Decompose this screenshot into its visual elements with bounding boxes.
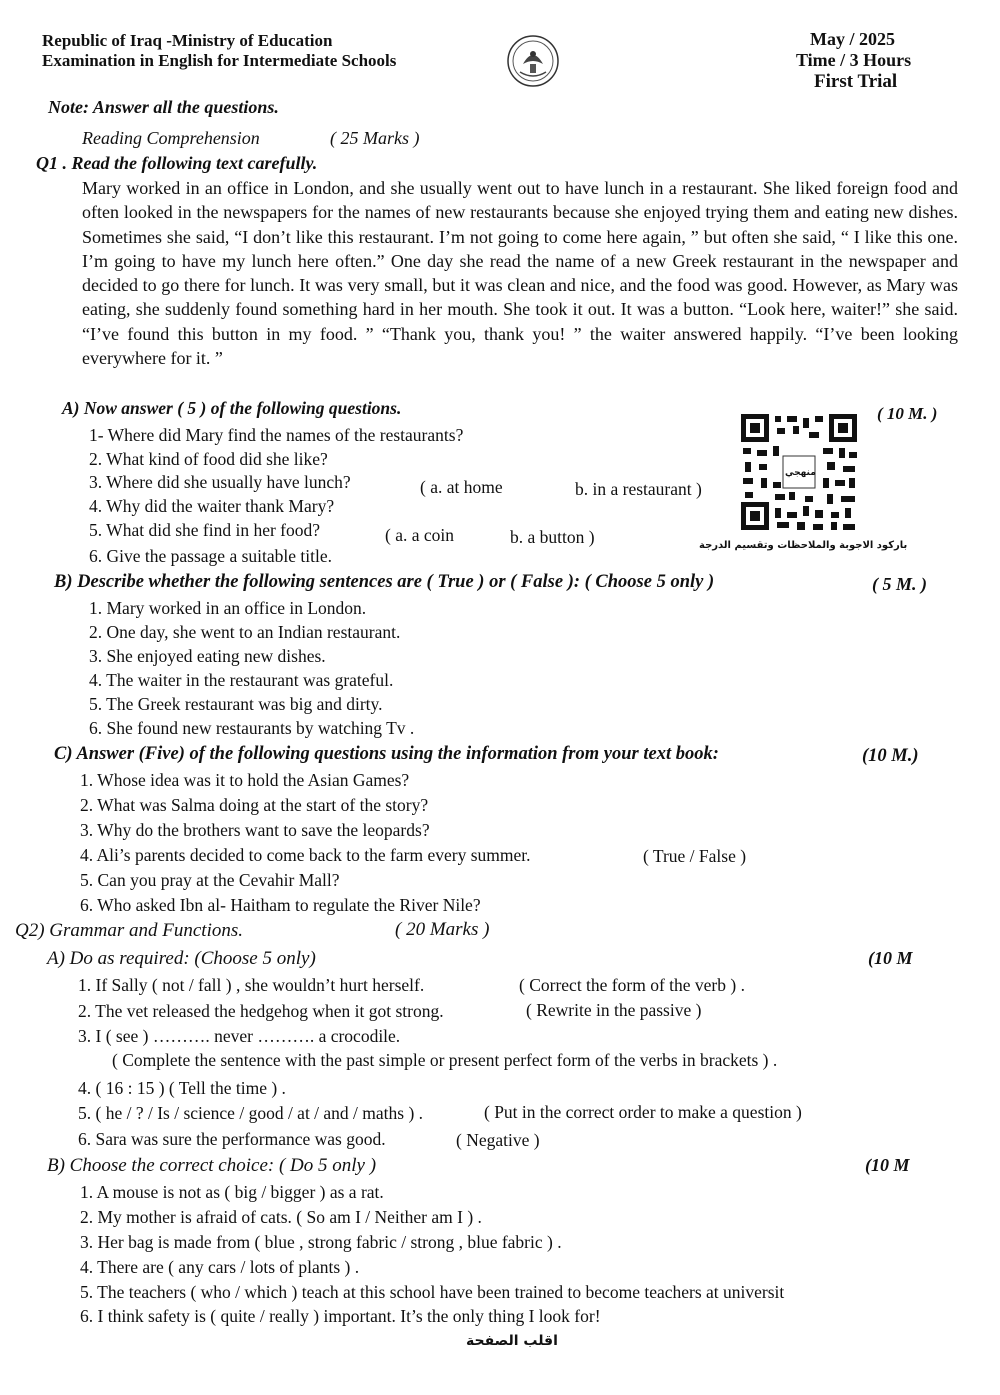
section-c-item: 6. Who asked Ibn al- Haitham to regulate the River Nile? xyxy=(80,895,481,915)
section-q2a-item: 1. If Sally ( not / fall ) , she wouldn’t hurt herself. xyxy=(78,975,425,995)
section-b-item: 3. She enjoyed eating new dishes. xyxy=(89,646,326,666)
qr-logo-text: منهجي xyxy=(785,468,816,478)
section-c-item: 4. Ali’s parents decided to come back to the farm every summer. xyxy=(80,845,531,865)
section-a-question: 5. What did she find in her food? xyxy=(89,520,321,540)
section-c-marks: (10 M.) xyxy=(862,746,919,766)
reading-title: Reading Comprehension xyxy=(82,128,260,148)
section-q2a-item: 4. ( 16 : 15 ) ( Tell the time ) . xyxy=(78,1078,286,1098)
header-ministry: Republic of Iraq -Ministry of Education xyxy=(42,31,333,50)
section-q2b-item: 4. There are ( any cars / lots of plants ) . xyxy=(80,1257,360,1277)
section-q2b-item: 1. A mouse is not as ( big / bigger ) as a rat. xyxy=(80,1182,384,1202)
section-c-tf-option: ( True / False ) xyxy=(643,846,747,866)
q5-option-b: b. a button ) xyxy=(510,527,595,547)
section-a-title: A) Now answer ( 5 ) of the following questions. xyxy=(62,398,402,418)
exam-date: May / 2025 xyxy=(810,29,895,49)
section-q2a-instruction: ( Negative ) xyxy=(456,1130,540,1150)
iraq-emblem-icon xyxy=(506,34,560,88)
section-q2b-marks: (10 M xyxy=(865,1155,910,1175)
q2-marks: ( 20 Marks ) xyxy=(395,919,490,940)
section-q2b-item: 5. The teachers ( who / which ) teach at this school have been trained to become teachers at universit xyxy=(80,1282,785,1302)
section-b-item: 1. Mary worked in an office in London. xyxy=(89,598,367,618)
section-q2a-title: A) Do as required: (Choose 5 only) xyxy=(47,948,316,969)
qr-code-icon[interactable] xyxy=(739,412,859,532)
q1-title: Q1 . Read the following text carefully. xyxy=(36,153,318,173)
section-a-question: 3. Where did she usually have lunch? xyxy=(89,472,351,492)
note-line: Note: Answer all the questions. xyxy=(48,97,279,117)
section-b-item: 2. One day, she went to an Indian restaurant. xyxy=(89,622,401,642)
section-q2a-item: 2. The vet released the hedgehog when it got strong. xyxy=(78,1001,444,1021)
section-q2b-item: 6. I think safety is ( quite / really ) important. It’s the only thing I look for! xyxy=(80,1306,601,1326)
section-a-question: 4. Why did the waiter thank Mary? xyxy=(89,496,335,516)
section-q2a-marks: (10 M xyxy=(868,948,913,968)
section-a-question: 2. What kind of food did she like? xyxy=(89,449,328,469)
q5-option-a: ( a. a coin xyxy=(385,525,454,545)
section-q2a-instruction: ( Put in the correct order to make a question ) xyxy=(484,1102,802,1122)
q3-option-b: b. in a restaurant ) xyxy=(575,479,702,499)
section-b-item: 4. The waiter in the restaurant was grateful. xyxy=(89,670,394,690)
section-q2a-instruction: ( Rewrite in the passive ) xyxy=(526,1000,702,1020)
section-b-marks: ( 5 M. ) xyxy=(872,574,927,594)
section-q2a-item: 6. Sara was sure the performance was good. xyxy=(78,1129,386,1149)
section-q2b-item: 2. My mother is afraid of cats. ( So am I / Neither am I ) . xyxy=(80,1207,482,1227)
exam-trial: First Trial xyxy=(814,71,898,92)
reading-passage: Mary worked in an office in London, and she usually went out to have lunch in a restaurant. She liked foreign food and often looked in the newspapers for the names of new restaurants because she enjoyed trying them and eating new dishes. Sometimes she said, “I don’t like this restaurant. I’m not going to come here again, ” but often she said, “ I like this one. I’m going to have my lunch here often.” One day she read the name of a new Greek restaurant in the newspaper and decided to go there for lunch. It was very small, but it was clean and nice, and the food was good. However, as Mary was eating, she suddenly found something hard in her mouth. She took it out. It was a button. “Look here, waiter!” she said. “I’ve found this button in my food. ” “Thank you, thank you! ” the waiter answered happily. “I’ve been looking everywhere for it. ” xyxy=(82,178,958,369)
section-q2a-item: 5. ( he / ? / Is / science / good / at / and / maths ) . xyxy=(78,1103,424,1123)
section-c-title: C) Answer (Five) of the following questions using the information from your text book: xyxy=(54,744,719,764)
section-a-question: 6. Give the passage a suitable title. xyxy=(89,546,332,566)
section-b-item: 5. The Greek restaurant was big and dirty. xyxy=(89,694,383,714)
qr-caption: باركود الاجوبة والملاحظات وتقسيم الدرجة xyxy=(699,540,908,551)
reading-marks: ( 25 Marks ) xyxy=(330,128,420,148)
q3-option-a: ( a. at home xyxy=(420,477,503,497)
section-q2b-item: 3. Her bag is made from ( blue , strong fabric / strong , blue fabric ) . xyxy=(80,1232,562,1252)
section-q2a-instruction: ( Complete the sentence with the past simple or present perfect form of the verbs in brackets ) . xyxy=(112,1050,778,1070)
section-b-item: 6. She found new restaurants by watching Tv . xyxy=(89,718,415,738)
section-q2a-item: 3. I ( see ) ………. never ………. a crocodile. xyxy=(78,1026,401,1046)
section-c-item: 1. Whose idea was it to hold the Asian Games? xyxy=(80,770,410,790)
turn-page-footer: اقلب الصفحة xyxy=(466,1333,558,1349)
section-c-item: 2. What was Salma doing at the start of the story? xyxy=(80,795,429,815)
section-c-item: 5. Can you pray at the Cevahir Mall? xyxy=(80,870,340,890)
section-b-title: B) Describe whether the following sentences are ( True ) or ( False ): ( Choose 5 only ) xyxy=(54,572,715,592)
section-q2b-title: B) Choose the correct choice: ( Do 5 only ) xyxy=(47,1155,377,1176)
exam-time: Time / 3 Hours xyxy=(796,50,912,70)
header-exam-title: Examination in English for Intermediate Schools xyxy=(42,51,397,70)
section-a-marks: ( 10 M. ) xyxy=(877,404,938,423)
section-q2a-instruction: ( Correct the form of the verb ) . xyxy=(519,975,745,995)
section-a-question: 1- Where did Mary find the names of the restaurants? xyxy=(89,425,464,445)
q2-title: Q2) Grammar and Functions. xyxy=(15,920,243,941)
section-c-item: 3. Why do the brothers want to save the leopards? xyxy=(80,820,430,840)
